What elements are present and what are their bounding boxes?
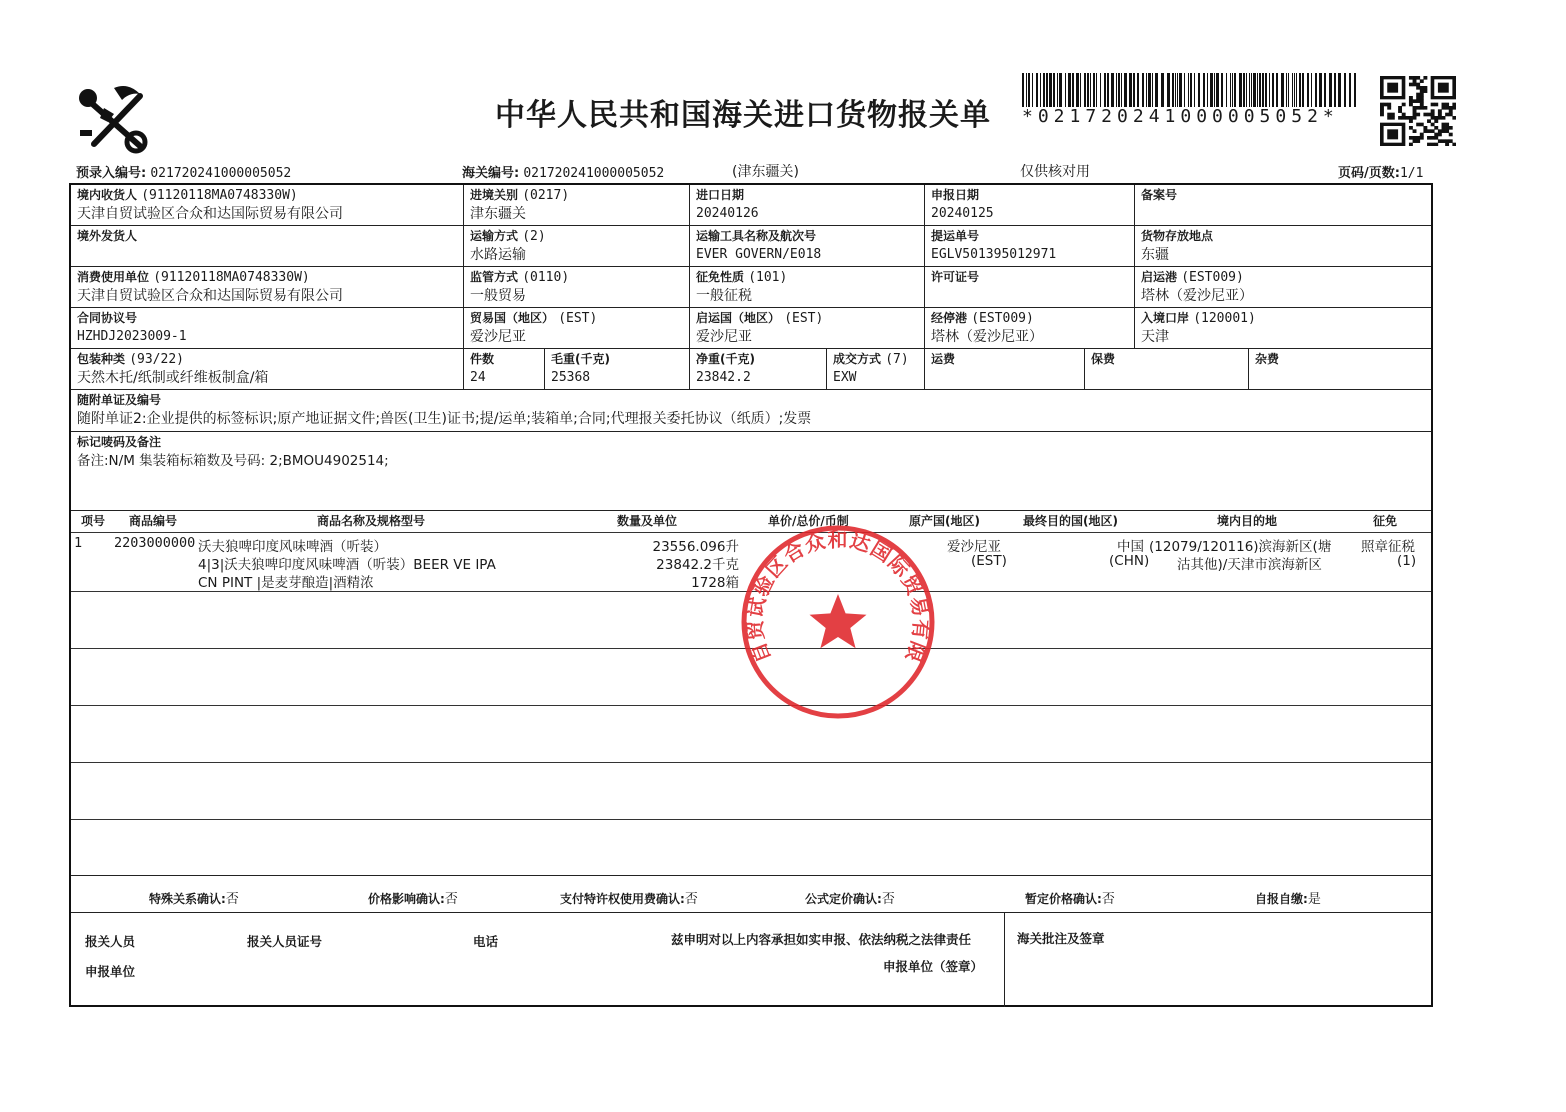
package-cell: 包装种类 (93/22) 天然木托/纸制或纤维板制盒/箱 xyxy=(71,349,464,390)
col-quantity: 数量及单位 xyxy=(617,514,678,528)
col-hs-code: 商品编号 xyxy=(129,514,178,528)
verify-note: 仅供核对用 xyxy=(1020,164,1090,180)
page-number: 页码/页数:1/1 xyxy=(1338,166,1424,181)
col-item-no: 项号 xyxy=(81,514,106,528)
qr-code xyxy=(1380,76,1456,146)
trade-country-cell: 贸易国（地区） (EST) 爱沙尼亚 xyxy=(464,308,690,349)
company-seal-stamp xyxy=(738,522,938,722)
departure-country-cell: 启运国（地区） (EST) 爱沙尼亚 xyxy=(690,308,925,349)
goods-row-line xyxy=(71,875,1431,876)
item-origin-code: (EST) xyxy=(971,553,1007,569)
pre-entry-number: 预录入编号: 021720241000005052 xyxy=(76,166,292,181)
marks-remarks: 备注:N/M 集装箱标箱数及号码: 2;BMOU4902514; xyxy=(77,453,389,469)
supervision-cell: 监管方式 (0110) 一般贸易 xyxy=(464,267,690,308)
barcode-icon xyxy=(1022,73,1358,107)
qr-code-icon xyxy=(1380,76,1456,146)
customs-office: (津东疆关) xyxy=(732,164,799,180)
net-weight-cell: 净重(千克) 23842.2 xyxy=(690,349,827,390)
goods-row-line xyxy=(71,762,1431,763)
item-qty3: 1728箱 xyxy=(691,575,739,591)
footer-divider xyxy=(1004,912,1005,1007)
insurance-cell: 保费 xyxy=(1085,349,1249,390)
attached-docs-cell: 随附单证及编号 随附单证2:企业提供的标签标识;原产地证据文件;兽医(卫生)证书;提/运单;装箱单;合同;代理报关委托协议（纸质）;发票 xyxy=(71,390,1431,432)
stop-port-cell: 经停港 (EST009) 塔林（爱沙尼亚） xyxy=(925,308,1135,349)
col-levy: 征免 xyxy=(1373,514,1398,528)
misc-fee-cell: 杂费 xyxy=(1249,349,1431,390)
item-levy-line1: 照章征税 xyxy=(1361,539,1415,555)
record-no-cell: 备案号 xyxy=(1135,185,1431,226)
item-domestic-dest-line2: 沽其他)/天津市滨海新区 xyxy=(1177,557,1322,573)
item-qty1: 23556.096升 xyxy=(652,539,739,555)
departure-port-cell: 启运港 (EST009) 塔林（爱沙尼亚） xyxy=(1135,267,1431,308)
col-domestic-dest: 境内目的地 xyxy=(1217,514,1278,528)
declarant-label: 报关人员 xyxy=(85,934,136,949)
import-date-cell: 进口日期 20240126 xyxy=(690,185,925,226)
bl-cell: 提运单号 EGLV501395012971 xyxy=(925,226,1135,267)
transport-cell: 运输方式 (2) 水路运输 xyxy=(464,226,690,267)
item-no: 1 xyxy=(74,535,83,551)
seal-star-icon xyxy=(810,594,867,648)
declare-unit-label: 申报单位 xyxy=(85,964,136,979)
col-goods-name: 商品名称及规格型号 xyxy=(317,514,426,528)
phone-label: 电话 xyxy=(473,934,499,949)
confirm-formula-pricing: 公式定价确认:否 xyxy=(805,892,895,907)
contract-cell: 合同协议号 HZHDJ2023009-1 xyxy=(71,308,464,349)
confirm-special-relation: 特殊关系确认:否 xyxy=(149,892,239,907)
goods-row-line xyxy=(71,819,1431,820)
confirm-provisional-price: 暂定价格确认:否 xyxy=(1025,892,1115,907)
storage-cell: 货物存放地点 东疆 xyxy=(1135,226,1431,267)
entry-port-cell: 进境关别 (0217) 津东疆关 xyxy=(464,185,690,226)
consignee-cell: 境内收货人 (91120118MA0748330W) 天津自贸试验区合众和达国际贸易有限公司 xyxy=(71,185,464,226)
consumer-cell: 消费使用单位 (91120118MA0748330W) 天津自贸试验区合众和达国际贸易有限公司 xyxy=(71,267,464,308)
item-dest-country-code: (CHN) xyxy=(1109,553,1150,569)
declarant-id-label: 报关人员证号 xyxy=(247,934,323,949)
declare-date-cell: 申报日期 20240125 xyxy=(925,185,1135,226)
consignee-name: 天津自贸试验区合众和达国际贸易有限公司 xyxy=(77,206,343,222)
attached-docs: 随附单证2:企业提供的标签标识;原产地证据文件;兽医(卫生)证书;提/运单;装箱单;合同;代理报关委托协议（纸质）;发票 xyxy=(77,411,812,427)
vessel-cell: 运输工具名称及航次号 EVER GOVERN/E018 xyxy=(690,226,925,267)
item-qty2: 23842.2千克 xyxy=(656,557,739,573)
item-origin: 爱沙尼亚 xyxy=(947,539,1001,555)
item-hs-code: 2203000000 xyxy=(114,535,196,551)
deal-mode-cell: 成交方式 (7) EXW xyxy=(827,349,925,390)
gross-weight-cell: 毛重(千克) 25368 xyxy=(545,349,690,390)
pieces-cell: 件数 24 xyxy=(464,349,545,390)
company-seal xyxy=(738,522,938,722)
col-origin: 原产国(地区) xyxy=(909,514,980,528)
customs-emblem-icon xyxy=(74,78,164,158)
barcode-text: *021720241000005052* xyxy=(1022,106,1339,127)
levy-cell: 征免性质 (101) 一般征税 xyxy=(690,267,925,308)
customs-number: 海关编号: 021720241000005052 xyxy=(462,166,665,181)
seal-text: 自贸试验区合众和达国际贸易有限 xyxy=(742,527,934,667)
entry-port-cell-2: 入境口岸 (120001) 天津 xyxy=(1135,308,1431,349)
item-name-line3: CN PINT |是麦芽酿造|酒精浓 xyxy=(198,575,374,591)
item-domestic-dest-line1: (12079/120116)滨海新区(塘 xyxy=(1149,539,1332,555)
item-name-line1: 沃夫狼啤印度风味啤酒（听装） xyxy=(198,539,387,555)
shipper-cell: 境外发货人 xyxy=(71,226,464,267)
item-dest-country: 中国 xyxy=(1117,539,1144,555)
license-cell: 许可证号 xyxy=(925,267,1135,308)
confirm-price-influence: 价格影响确认:否 xyxy=(368,892,458,907)
barcode xyxy=(1022,73,1358,107)
document-title: 中华人民共和国海关进口货物报关单 xyxy=(495,98,991,133)
confirm-divider xyxy=(71,912,1431,913)
customs-sign-label: 海关批注及签章 xyxy=(1017,931,1105,946)
customs-emblem xyxy=(74,78,164,158)
freight-cell: 运费 xyxy=(925,349,1085,390)
item-name-line2: 4|3|沃夫狼啤印度风味啤酒（听装）BEER VE IPA xyxy=(198,557,496,573)
confirm-self-payment: 自报自缴:是 xyxy=(1255,892,1321,907)
declaration-statement: 兹申明对以上内容承担如实申报、依法纳税之法律责任 xyxy=(671,932,972,947)
col-price: 单价/总价/币制 xyxy=(768,514,849,528)
declare-unit-sign-label: 申报单位（签章） xyxy=(883,959,984,974)
item-levy-line2: (1) xyxy=(1397,553,1417,569)
col-final-dest: 最终目的国(地区) xyxy=(1023,514,1118,528)
confirm-royalty: 支付特许权使用费确认:否 xyxy=(560,892,698,907)
marks-cell: 标记唛码及备注 备注:N/M 集装箱标箱数及号码: 2;BMOU4902514; xyxy=(71,432,1431,511)
